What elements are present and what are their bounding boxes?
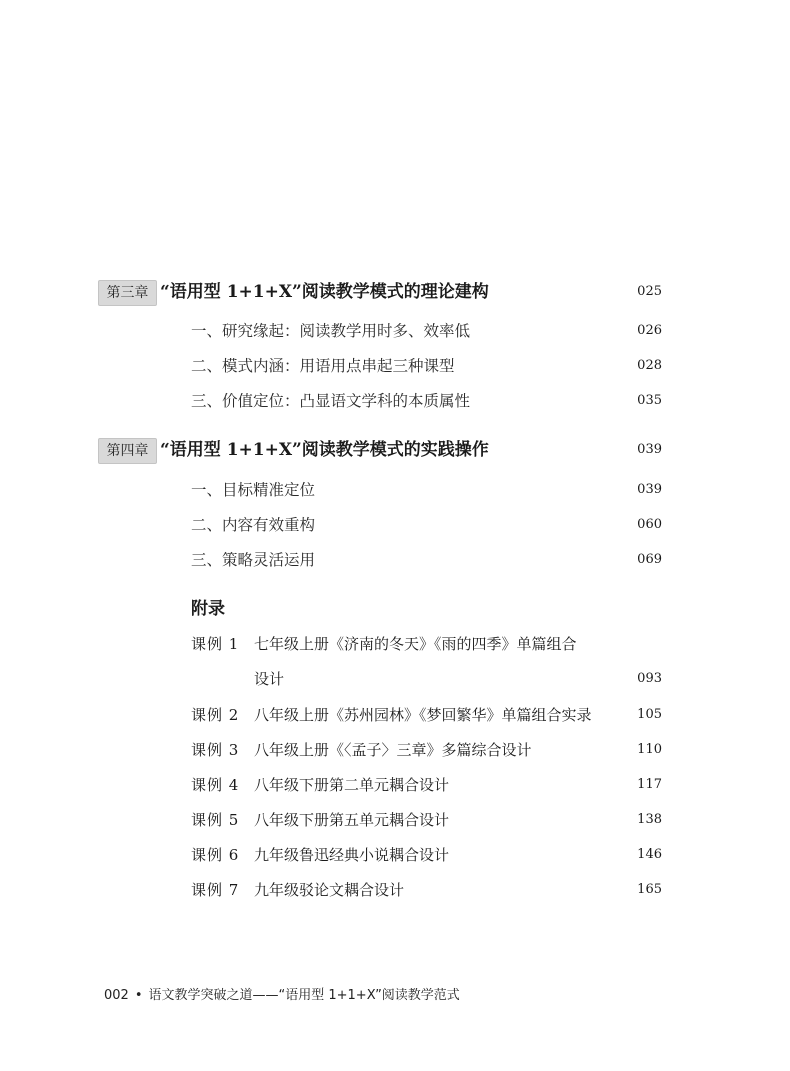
lesson-title[interactable]: 八年级上册《〈孟子〉三章》多篇综合设计: [254, 741, 532, 759]
section-page-number: 026: [637, 323, 662, 338]
chapter-badge: 第三章: [98, 280, 157, 306]
lesson-page-number: 146: [637, 847, 662, 862]
section-page-number: 035: [637, 393, 662, 408]
lesson-label: 课例 2: [191, 706, 240, 724]
section-title[interactable]: 三、策略灵活运用: [191, 551, 316, 569]
lesson-title[interactable]: 九年级鲁迅经典小说耦合设计: [254, 846, 450, 864]
section-title[interactable]: 二、内容有效重构: [191, 516, 316, 534]
chapter-page-number: 025: [637, 284, 662, 299]
lesson-title[interactable]: 七年级上册《济南的冬天》《雨的四季》单篇组合: [254, 635, 577, 653]
lesson-label: 课例 3: [191, 741, 240, 759]
lesson-label: 课例 1: [191, 635, 240, 653]
lesson-title[interactable]: 八年级下册第五单元耦合设计: [254, 811, 450, 829]
lesson-label: 课例 7: [191, 881, 240, 899]
chapter-title[interactable]: “语用型 1+1+X”阅读教学模式的理论建构: [160, 282, 489, 302]
appendix-heading: 附录: [191, 599, 225, 619]
lesson-label: 课例 4: [191, 776, 240, 794]
page-footer: [104, 986, 460, 1006]
chapter-page-number: 039: [637, 442, 662, 457]
lesson-page-number: 093: [637, 671, 662, 686]
lesson-page-number: 110: [637, 742, 662, 757]
footer-page-number: 002: [104, 988, 129, 1003]
section-page-number: 060: [637, 517, 662, 532]
lesson-label: 课例 5: [191, 811, 240, 829]
section-page-number: 028: [637, 358, 662, 373]
lesson-label: 课例 6: [191, 846, 240, 864]
section-page-number: 039: [637, 482, 662, 497]
section-title[interactable]: 三、价值定位：凸显语文学科的本质属性: [191, 392, 471, 410]
chapter-badge: 第四章: [98, 438, 157, 464]
lesson-title-continued[interactable]: 设计: [254, 670, 285, 688]
footer-book-title: 语文教学突破之道——“语用型 1+1+X”阅读教学范式: [148, 988, 460, 1003]
section-title[interactable]: 一、研究缘起：阅读教学用时多、效率低: [191, 322, 471, 340]
lesson-page-number: 165: [637, 882, 662, 897]
lesson-page-number: 105: [637, 707, 662, 722]
section-page-number: 069: [637, 552, 662, 567]
lesson-page-number: 138: [637, 812, 662, 827]
section-title[interactable]: 一、目标精准定位: [191, 481, 316, 499]
lesson-title[interactable]: 八年级上册《苏州园林》《梦回繁华》单篇组合实录: [254, 706, 592, 724]
chapter-title[interactable]: “语用型 1+1+X”阅读教学模式的实践操作: [160, 440, 489, 460]
section-title[interactable]: 二、模式内涵：用语用点串起三种课型: [191, 357, 455, 375]
lesson-title[interactable]: 八年级下册第二单元耦合设计: [254, 776, 450, 794]
lesson-title[interactable]: 九年级驳论文耦合设计: [254, 881, 405, 899]
footer-separator: •: [134, 988, 143, 1003]
lesson-page-number: 117: [637, 777, 662, 792]
